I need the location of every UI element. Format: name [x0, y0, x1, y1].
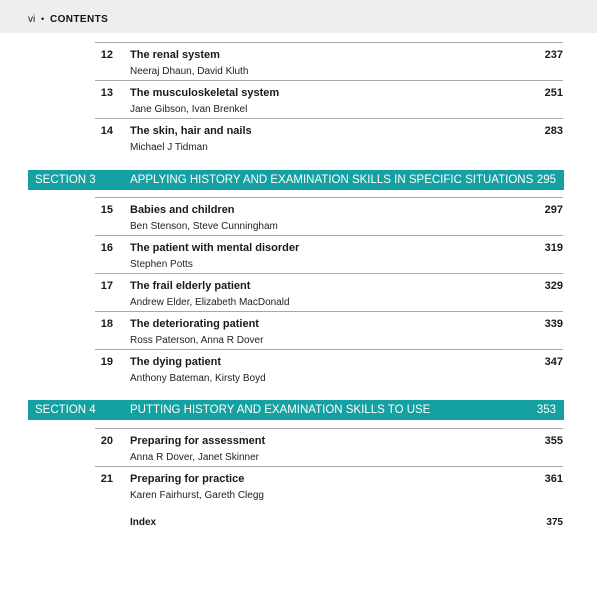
toc-entry-chapter-21[interactable] — [95, 466, 563, 505]
chapter-page[interactable]: 355 — [544, 435, 563, 447]
section-3-bar[interactable] — [28, 170, 564, 190]
chapter-page[interactable]: 251 — [544, 87, 563, 99]
toc-entry-chapter-14[interactable] — [95, 118, 563, 157]
chapter-title[interactable]: Preparing for practice — [130, 473, 245, 485]
index-label[interactable]: Index — [130, 517, 157, 528]
chapter-page[interactable]: 297 — [544, 204, 563, 216]
chapter-number: 14 — [100, 125, 113, 137]
chapter-number: 17 — [100, 280, 113, 292]
toc-entry-chapter-13[interactable] — [95, 80, 563, 119]
toc-entry-chapter-15[interactable] — [95, 197, 563, 236]
toc-entry-index[interactable] — [130, 516, 563, 530]
chapter-number: 16 — [100, 242, 113, 254]
toc-entry-chapter-20[interactable] — [95, 428, 563, 467]
toc-entry-chapter-12[interactable] — [95, 42, 563, 81]
section-label: SECTION 4 — [35, 404, 96, 416]
chapter-authors: Ben Stenson, Steve Cunningham — [130, 221, 278, 232]
chapter-number: 13 — [100, 87, 113, 99]
chapter-authors: Karen Fairhurst, Gareth Clegg — [130, 490, 264, 501]
chapter-page[interactable]: 237 — [544, 49, 563, 61]
chapter-page[interactable]: 283 — [544, 125, 563, 137]
section-title[interactable]: APPLYING HISTORY AND EXAMINATION SKILLS IN SPECIFIC SITUATIONS — [130, 174, 534, 186]
chapter-authors: Ross Paterson, Anna R Dover — [130, 335, 264, 346]
chapter-page[interactable]: 347 — [544, 356, 563, 368]
chapter-authors: Jane Gibson, Ivan Brenkel — [130, 104, 248, 115]
chapter-number: 20 — [100, 435, 113, 447]
chapter-page[interactable]: 339 — [544, 318, 563, 330]
chapter-number: 18 — [100, 318, 113, 330]
toc-entry-chapter-19[interactable] — [95, 349, 563, 388]
chapter-authors: Neeraj Dhaun, David Kluth — [130, 66, 249, 77]
chapter-title[interactable]: The musculoskeletal system — [130, 87, 280, 99]
running-header-text — [28, 13, 108, 26]
chapter-authors: Stephen Potts — [130, 259, 193, 270]
chapter-number: 21 — [100, 473, 113, 485]
chapter-title[interactable]: Babies and children — [130, 204, 235, 216]
chapter-title[interactable]: The frail elderly patient — [130, 280, 251, 292]
chapter-title[interactable]: The skin, hair and nails — [130, 125, 252, 137]
toc-entry-chapter-18[interactable] — [95, 311, 563, 350]
chapter-page[interactable]: 319 — [544, 242, 563, 254]
chapter-title[interactable]: The deteriorating patient — [130, 318, 259, 330]
toc-entry-chapter-17[interactable] — [95, 273, 563, 312]
chapter-title[interactable]: The patient with mental disorder — [130, 242, 300, 254]
chapter-authors: Andrew Elder, Elizabeth MacDonald — [130, 297, 290, 308]
chapter-page[interactable]: 361 — [544, 473, 563, 485]
header-page-number: vi — [28, 14, 36, 25]
section-label: SECTION 3 — [35, 174, 96, 186]
running-header — [0, 0, 597, 33]
section-page[interactable]: 295 — [536, 174, 556, 186]
chapter-authors: Michael J Tidman — [130, 142, 208, 153]
chapter-page[interactable]: 329 — [544, 280, 563, 292]
chapter-title[interactable]: The dying patient — [130, 356, 222, 368]
section-4-bar[interactable] — [28, 400, 564, 420]
chapter-title[interactable]: The renal system — [130, 49, 220, 61]
index-page[interactable]: 375 — [546, 517, 563, 528]
chapter-authors: Anna R Dover, Janet Skinner — [130, 452, 259, 463]
toc-entry-chapter-16[interactable] — [95, 235, 563, 274]
chapter-authors: Anthony Bateman, Kirsty Boyd — [130, 373, 266, 384]
section-page[interactable]: 353 — [536, 404, 556, 416]
section-title[interactable]: PUTTING HISTORY AND EXAMINATION SKILLS TO USE — [130, 404, 431, 416]
header-title: CONTENTS — [49, 14, 109, 25]
header-bullet: • — [41, 14, 45, 24]
chapter-title[interactable]: Preparing for assessment — [130, 435, 266, 447]
chapter-number: 15 — [100, 204, 113, 216]
chapter-number: 19 — [100, 356, 113, 368]
chapter-number: 12 — [100, 49, 113, 61]
